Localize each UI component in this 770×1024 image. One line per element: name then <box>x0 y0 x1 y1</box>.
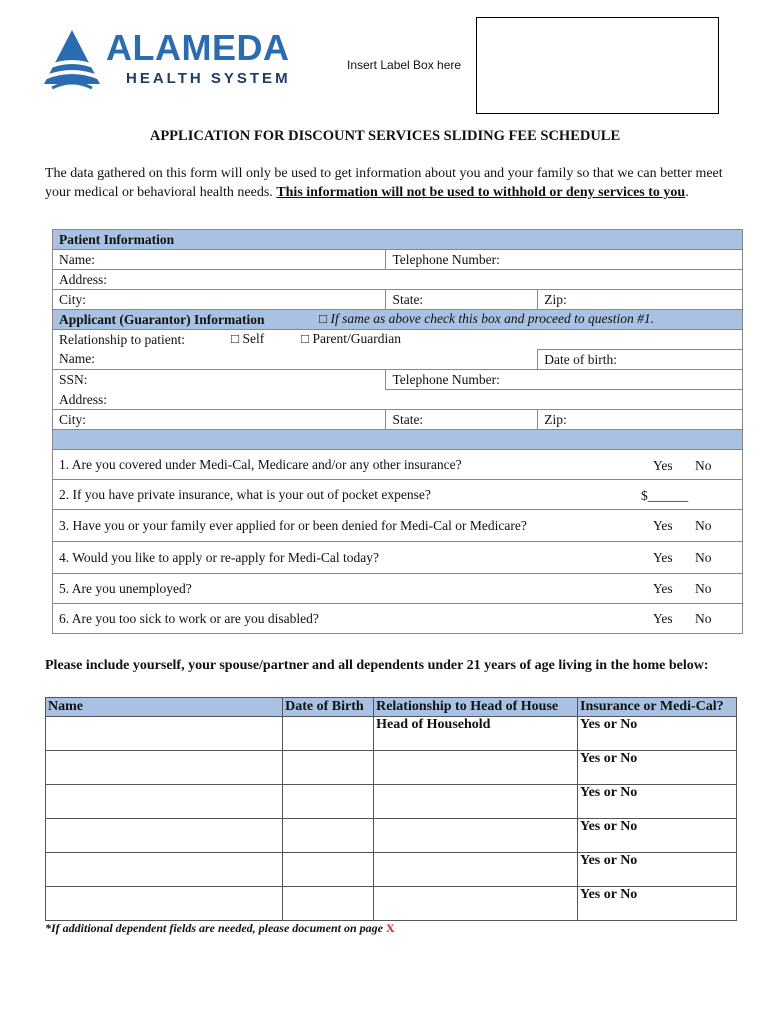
dependents-table <box>45 697 737 921</box>
dependent-relationship-cell[interactable] <box>374 751 578 785</box>
table-row <box>46 751 737 785</box>
applicant-name-field[interactable]: Name: <box>53 350 538 370</box>
question-5-text: 5. Are you unemployed? <box>59 580 192 596</box>
question-3-no[interactable]: No <box>695 518 712 533</box>
relationship-row <box>53 330 743 350</box>
applicant-info-heading: Applicant (Guarantor) Information <box>59 311 265 327</box>
patient-zip-field[interactable]: Zip: <box>538 290 743 310</box>
relationship-label: Relationship to patient: <box>59 331 185 347</box>
dependent-dob-cell[interactable] <box>283 819 374 853</box>
dependent-name-cell[interactable] <box>46 717 283 751</box>
question-4-text: 4. Would you like to apply or re-apply for Medi-Cal today? <box>59 549 379 565</box>
patient-city-field[interactable]: City: <box>53 290 386 310</box>
applicant-ssn-field[interactable]: SSN: <box>53 370 386 390</box>
question-3 <box>53 510 743 542</box>
applicant-info-heading-row <box>53 310 743 330</box>
question-5-yes[interactable]: Yes <box>653 581 673 596</box>
patient-info-heading: Patient Information <box>53 230 743 250</box>
dependent-name-cell[interactable] <box>46 819 283 853</box>
dependent-insurance-cell[interactable]: Yes or No <box>578 785 737 819</box>
col-header-insurance: Insurance or Medi-Cal? <box>578 698 737 717</box>
question-4-no[interactable]: No <box>695 550 712 565</box>
dependent-insurance-cell[interactable]: Yes or No <box>578 853 737 887</box>
dependent-insurance-cell[interactable]: Yes or No <box>578 887 737 921</box>
dependent-dob-cell[interactable] <box>283 785 374 819</box>
label-box-caption: Insert Label Box here <box>347 58 462 72</box>
logo-name: ALAMEDA <box>106 27 290 68</box>
dependent-name-cell[interactable] <box>46 751 283 785</box>
question-4 <box>53 542 743 574</box>
applicant-dob-field[interactable]: Date of birth: <box>538 350 743 370</box>
intro-paragraph <box>45 164 725 202</box>
dependent-relationship-cell[interactable] <box>374 887 578 921</box>
dependent-relationship-cell[interactable] <box>374 819 578 853</box>
table-row <box>46 717 737 751</box>
patient-name-field[interactable]: Name: <box>53 250 386 270</box>
footnote <box>45 921 395 936</box>
intro-end: . <box>685 185 689 200</box>
footnote-page-mark: X <box>385 921 395 935</box>
dependents-intro: Please include yourself, your spouse/partner and all dependents under 21 years of age living in the home below: <box>45 658 709 673</box>
dependent-dob-cell[interactable] <box>283 853 374 887</box>
dependent-relationship-cell[interactable] <box>374 853 578 887</box>
question-6 <box>53 604 743 634</box>
table-row <box>46 785 737 819</box>
same-as-above-checkbox[interactable]: □ If same as above check this box and proceed to question #1. <box>319 311 654 326</box>
col-header-dob: Date of Birth <box>283 698 374 717</box>
applicant-city-field[interactable]: City: <box>53 410 386 430</box>
question-1-text: 1. Are you covered under Medi-Cal, Medicare and/or any other insurance? <box>59 456 462 472</box>
question-5 <box>53 574 743 604</box>
dependent-insurance-cell[interactable]: Yes or No <box>578 819 737 853</box>
applicant-telephone-field[interactable]: Telephone Number: <box>386 370 743 390</box>
question-1-no[interactable]: No <box>695 458 712 473</box>
intro-text: The data gathered on this form will only be used to get information about you and your family so that we can better meet your medical or behavioral health needs. <box>45 166 723 200</box>
dependent-name-cell[interactable] <box>46 853 283 887</box>
dependent-dob-cell[interactable] <box>283 887 374 921</box>
question-1-yes[interactable]: Yes <box>653 458 673 473</box>
form-title: APPLICATION FOR DISCOUNT SERVICES SLIDING FEE SCHEDULE <box>149 128 621 144</box>
applicant-address-field[interactable]: Address: <box>53 390 743 410</box>
applicant-zip-field[interactable]: Zip: <box>538 410 743 430</box>
question-6-text: 6. Are you too sick to work or are you disabled? <box>59 610 319 626</box>
question-3-yes[interactable]: Yes <box>653 518 673 533</box>
patient-info-table <box>52 229 743 634</box>
applicant-state-field[interactable]: State: <box>386 410 538 430</box>
table-row <box>46 819 737 853</box>
table-row <box>46 887 737 921</box>
question-6-no[interactable]: No <box>695 611 712 626</box>
intro-emphasis: This information will not be used to withhold or deny services to you <box>276 185 686 200</box>
logo-subtitle: HEALTH SYSTEM <box>126 70 291 87</box>
question-5-no[interactable]: No <box>695 581 712 596</box>
question-2-text: 2. If you have private insurance, what is your out of pocket expense? <box>59 486 431 502</box>
patient-telephone-field[interactable]: Telephone Number: <box>386 250 743 270</box>
dependent-relationship-cell[interactable]: Head of Household <box>374 717 578 751</box>
col-header-relationship: Relationship to Head of House <box>374 698 578 717</box>
dependent-dob-cell[interactable] <box>283 751 374 785</box>
self-checkbox[interactable]: □ Self <box>231 331 265 346</box>
questions-heading-bar <box>53 430 743 450</box>
patient-state-field[interactable]: State: <box>386 290 538 310</box>
footnote-text: *If additional dependent fields are needed, please document on page <box>45 921 386 935</box>
alameda-logo <box>42 28 304 92</box>
dependent-dob-cell[interactable] <box>283 717 374 751</box>
col-header-name: Name <box>46 698 283 717</box>
table-row <box>46 853 737 887</box>
dependent-relationship-cell[interactable] <box>374 785 578 819</box>
dependent-name-cell[interactable] <box>46 887 283 921</box>
question-2 <box>53 480 743 510</box>
parent-guardian-checkbox[interactable]: □ Parent/Guardian <box>301 331 401 346</box>
logo-mark-icon <box>42 28 102 90</box>
label-box <box>476 17 719 114</box>
dependent-insurance-cell[interactable]: Yes or No <box>578 751 737 785</box>
patient-address-field[interactable]: Address: <box>53 270 743 290</box>
question-2-amount-field[interactable]: $______ <box>641 488 689 503</box>
question-6-yes[interactable]: Yes <box>653 611 673 626</box>
dependent-name-cell[interactable] <box>46 785 283 819</box>
dependent-insurance-cell[interactable]: Yes or No <box>578 717 737 751</box>
question-3-text: 3. Have you or your family ever applied for or been denied for Medi-Cal or Medicare? <box>59 517 527 533</box>
question-1 <box>53 450 743 480</box>
question-4-yes[interactable]: Yes <box>653 550 673 565</box>
